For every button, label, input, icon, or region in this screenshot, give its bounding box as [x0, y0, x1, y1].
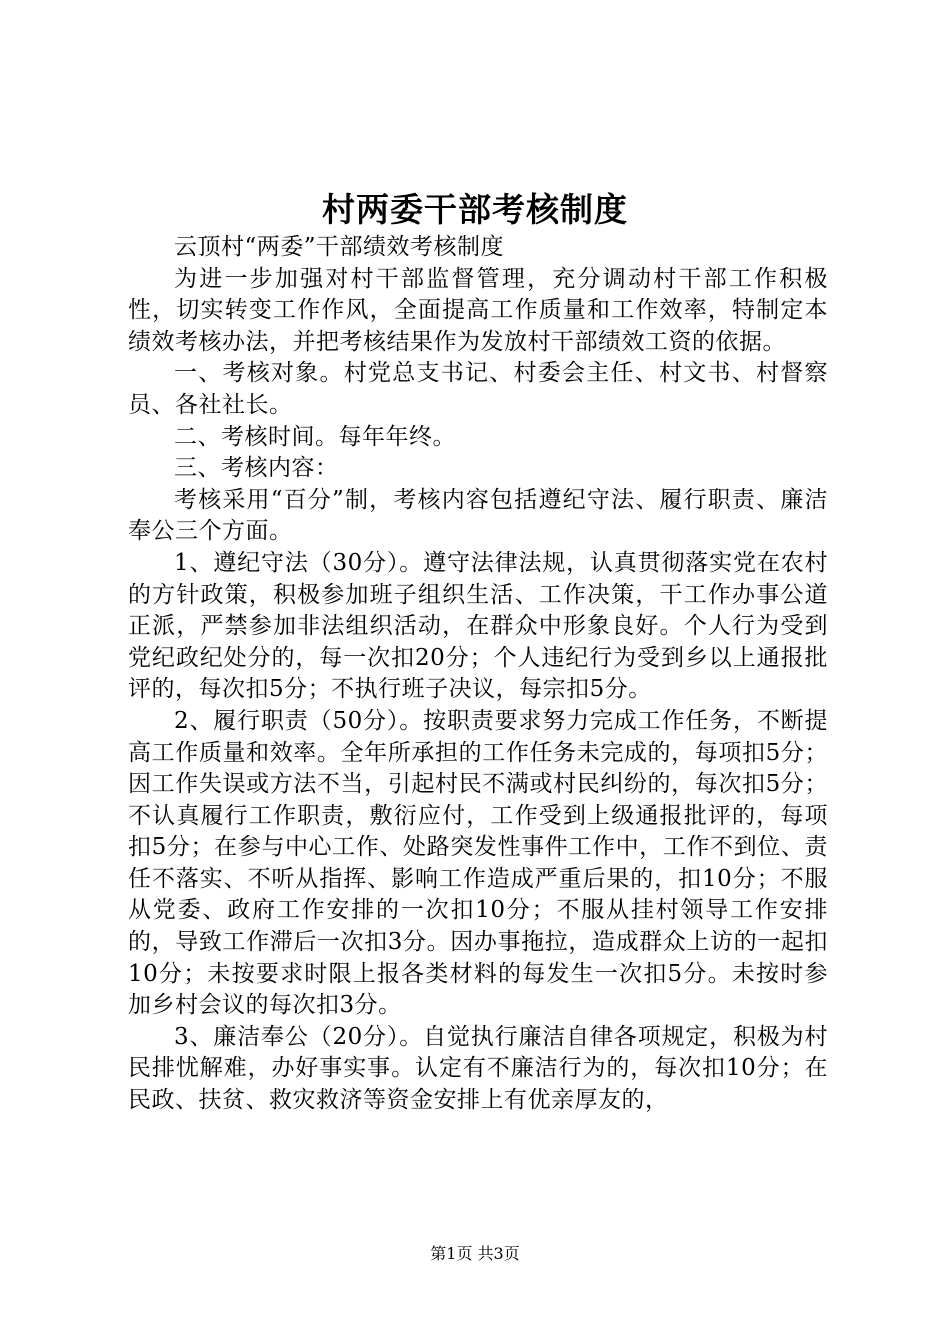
page-number-footer: 第1页 共3页	[430, 1244, 520, 1263]
intro-paragraph: 为进一步加强对村干部监督管理，充分调动村干部工作积极性，切实转变工作作风，全面提高工作质量和工作效率，特制定本绩效考核办法，并把考核结果作为发放村干部绩效工资的依据。	[128, 265, 828, 355]
document-title: 村两委干部考核制度	[322, 190, 628, 229]
document-body	[128, 232, 828, 1117]
subtitle-paragraph: 云顶村“两委”干部绩效考核制度	[174, 234, 505, 260]
section-assessment-time: 二、考核时间。每年年终。	[174, 423, 456, 450]
item-duty-performance: 2、履行职责（50分）。按职责要求努力完成工作任务，不断提高工作质量和效率。全年所承担的工作任务未完成的，每项扣5分；因工作失误或方法不当，引起村民不满或村民纠纷的，每次扣5分；不认真履行工作职责，敷衍应付，工作受到上级通报批评的，每项扣5分；在参与中心工作、处路突发性事件工作中，工作不到位、责任不落实、不听从指挥、影响工作造成严重后果的，扣10分；不服从党委、政府工作安排的一次扣10分；不服从挂村领导工作安排的，导致工作滞后一次扣3分。因办事拖拉，造成群众上访的一起扣10分；未按要求时限上报各类材料的每发生一次扣5分。未按时参加乡村会议的每次扣3分。	[128, 707, 828, 1019]
section-assessment-targets: 一、考核对象。村党总支书记、村委会主任、村文书、村督察员、各社社长。	[128, 360, 828, 418]
section-assessment-content: 三、考核内容：	[174, 455, 339, 482]
scoring-overview-paragraph: 考核采用“百分”制，考核内容包括遵纪守法、履行职责、廉洁奉公三个方面。	[128, 486, 828, 545]
item-integrity: 3、廉洁奉公（20分）。自觉执行廉洁自律各项规定，积极为村民排忧解难，办好事实事。认定有不廉洁行为的，每次扣10分；在民政、扶贫、救灾救济等资金安排上有优亲厚友的，	[128, 1023, 828, 1114]
item-law-compliance: 1、遵纪守法（30分）。遵守法律法规，认真贯彻落实党在农村的方针政策，积极参加班子组织生活、工作决策，干工作办事公道正派，严禁参加非法组织活动，在群众中形象良好。个人行为受到党纪政纪处分的，每一次扣20分；个人违纪行为受到乡以上通报批评的，每次扣5分；不执行班子决议，每宗扣5分。	[128, 549, 828, 703]
